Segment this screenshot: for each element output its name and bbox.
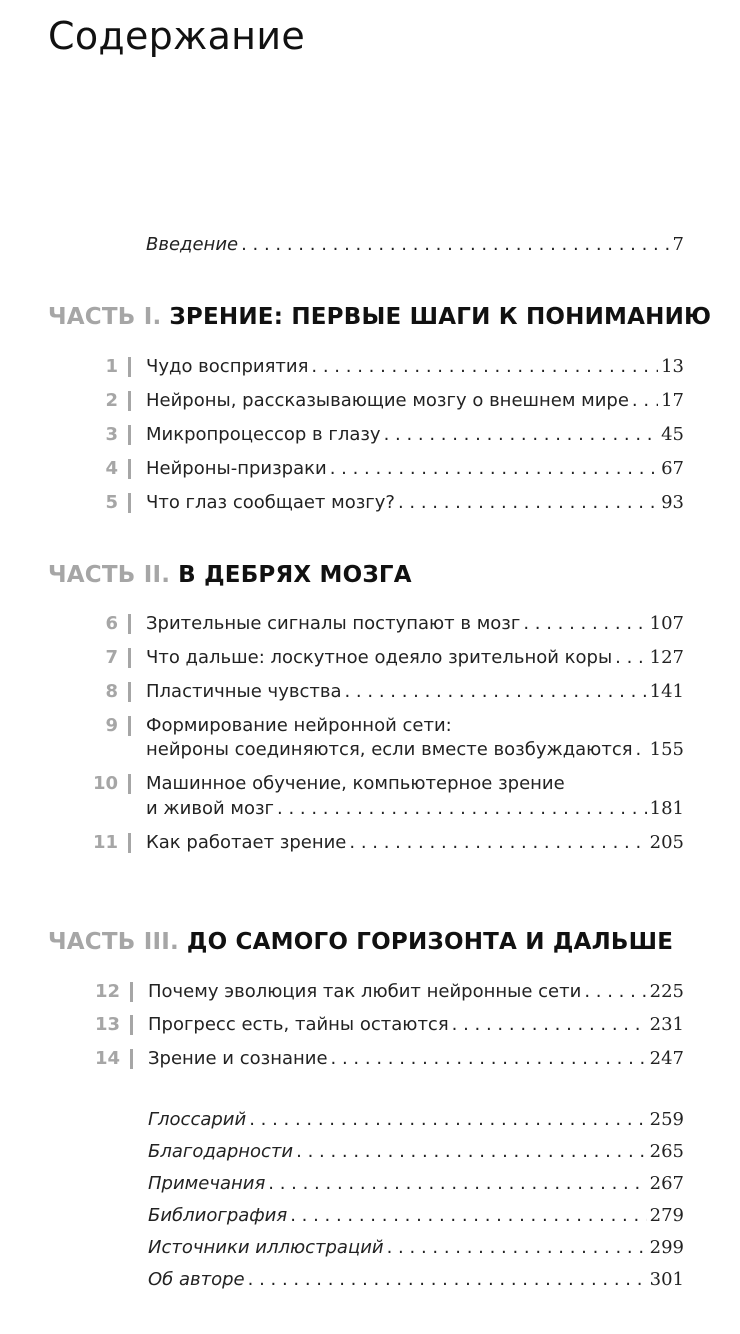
- dot-leader: [311, 355, 658, 379]
- toc-page-number: 231: [649, 1014, 684, 1035]
- toc-entry-title: Почему эволюция так любит нейронные сети: [148, 981, 582, 1002]
- toc-entry-chapter-5[interactable]: [146, 491, 684, 515]
- chapter-number: 11: [92, 832, 118, 853]
- toc-entry-title: Что глаз сообщает мозгу?: [146, 492, 395, 513]
- toc-entry-chapter-10[interactable]: [146, 797, 684, 821]
- dot-leader: [296, 1140, 647, 1164]
- dot-leader: [615, 646, 646, 670]
- toc-entry-title: Микропроцессор в глазу: [146, 424, 381, 445]
- toc-page-number: 45: [661, 424, 684, 445]
- part-title: В ДЕБРЯХ МОЗГА: [178, 562, 412, 588]
- toc-entry-chapter-3[interactable]: [146, 423, 684, 447]
- dot-leader: [344, 680, 646, 704]
- part-label: ЧАСТЬ II.: [48, 562, 171, 588]
- chapter-divider: [130, 982, 133, 1002]
- chapter-number: 1: [105, 356, 118, 377]
- toc-entry-title: Чудо восприятия: [146, 356, 309, 377]
- dot-leader: [384, 423, 659, 447]
- toc-page-number: 279: [649, 1205, 684, 1226]
- toc-entry-title-line1: Машинное обучение, компьютерное зрение: [146, 773, 565, 794]
- toc-page-number: 259: [649, 1109, 684, 1130]
- dot-leader: [330, 457, 658, 481]
- toc-entry-chapter-14[interactable]: [148, 1047, 684, 1071]
- toc-entry-title: Нейроны-призраки: [146, 458, 327, 479]
- dot-leader: [636, 738, 647, 762]
- dot-leader: [241, 233, 669, 257]
- toc-entry-title: Глоссарий: [148, 1109, 247, 1130]
- chapter-divider: [128, 774, 131, 794]
- toc-entry-bibliography[interactable]: [148, 1204, 684, 1228]
- toc-entry-about-author[interactable]: [148, 1268, 684, 1292]
- part-heading: [48, 927, 673, 957]
- toc-entry-title: Зрительные сигналы поступают в мозг: [146, 613, 521, 634]
- dot-leader: [249, 1108, 646, 1132]
- toc-entry-glossary[interactable]: [148, 1108, 684, 1132]
- toc-entry-title: Примечания: [148, 1173, 266, 1194]
- toc-entry-chapter-12[interactable]: [148, 980, 684, 1004]
- chapter-divider: [130, 1049, 133, 1069]
- toc-entry-chapter-6[interactable]: [146, 612, 684, 636]
- toc-entry-chapter-8[interactable]: [146, 680, 684, 704]
- chapter-divider: [128, 716, 131, 736]
- chapter-number: 13: [94, 1014, 120, 1035]
- toc-entry-title: Источники иллюстраций: [148, 1237, 384, 1258]
- toc-page-number: 265: [649, 1141, 684, 1162]
- toc-page-number: 267: [649, 1173, 684, 1194]
- chapter-divider: [128, 493, 131, 513]
- dot-leader: [452, 1013, 647, 1037]
- chapter-number: 3: [105, 424, 118, 445]
- toc-page-number: 141: [649, 681, 684, 702]
- toc-entry-title: Об авторе: [148, 1269, 245, 1290]
- toc-page-number: 93: [661, 492, 684, 513]
- toc-entry-title: Прогресс есть, тайны остаются: [148, 1014, 449, 1035]
- chapter-number: 8: [105, 681, 118, 702]
- part-label: ЧАСТЬ III.: [48, 929, 179, 955]
- dot-leader: [523, 612, 646, 636]
- chapter-number: 10: [92, 773, 118, 794]
- toc-page-number: 181: [649, 798, 684, 819]
- part-title: ДО САМОГО ГОРИЗОНТА И ДАЛЬШЕ: [186, 929, 674, 955]
- toc-page-number: 299: [649, 1237, 684, 1258]
- dot-leader: [398, 491, 658, 515]
- toc-entry-title: нейроны соединяются, если вместе возбуждаются: [146, 739, 633, 760]
- toc-page-number: 301: [649, 1269, 684, 1290]
- toc-page-number: 225: [649, 981, 684, 1002]
- part-label: ЧАСТЬ I.: [48, 304, 162, 330]
- chapter-number: 9: [105, 715, 118, 736]
- page-title: Содержание: [48, 14, 305, 58]
- toc-entry-chapter-13[interactable]: [148, 1013, 684, 1037]
- part-heading: [48, 302, 711, 332]
- chapter-number: 2: [105, 390, 118, 411]
- toc-page-number: 155: [649, 739, 684, 760]
- toc-entry-acknowledgements[interactable]: [148, 1140, 684, 1164]
- dot-leader: [584, 980, 646, 1004]
- toc-entry-title: Введение: [146, 234, 239, 255]
- toc-entry-image-sources[interactable]: [148, 1236, 684, 1260]
- chapter-number: 12: [94, 981, 120, 1002]
- toc-entry-title: и живой мозг: [146, 798, 274, 819]
- toc-page-number: 127: [649, 647, 684, 668]
- toc-entry-title: Что дальше: лоскутное одеяло зрительной коры: [146, 647, 613, 668]
- toc-page-number: 107: [649, 613, 684, 634]
- toc-entry-chapter-9[interactable]: [146, 738, 684, 762]
- dot-leader: [277, 797, 647, 821]
- chapter-number: 5: [105, 492, 118, 513]
- chapter-divider: [128, 391, 131, 411]
- toc-page-number: 7: [672, 234, 684, 255]
- toc-entry-chapter-1[interactable]: [146, 355, 684, 379]
- dot-leader: [349, 831, 646, 855]
- chapter-divider: [128, 833, 131, 853]
- dot-leader: [632, 389, 658, 413]
- toc-entry-title: Пластичные чувства: [146, 681, 342, 702]
- toc-entry-notes[interactable]: [148, 1172, 684, 1196]
- chapter-divider: [128, 425, 131, 445]
- toc-entry-title: Зрение и сознание: [148, 1048, 328, 1069]
- dot-leader: [248, 1268, 647, 1292]
- toc-entry-chapter-2[interactable]: [146, 389, 684, 413]
- toc-entry-title: Нейроны, рассказывающие мозгу о внешнем мире: [146, 390, 629, 411]
- toc-entry-title: Благодарности: [148, 1141, 294, 1162]
- toc-entry-chapter-11[interactable]: [146, 831, 684, 855]
- chapter-divider: [130, 1015, 133, 1035]
- toc-entry-chapter-7[interactable]: [146, 646, 684, 670]
- part-heading: [48, 560, 412, 590]
- dot-leader: [268, 1172, 646, 1196]
- chapter-divider: [128, 614, 131, 634]
- part-title: ЗРЕНИЕ: ПЕРВЫЕ ШАГИ К ПОНИМАНИЮ: [169, 304, 712, 330]
- chapter-number: 7: [105, 647, 118, 668]
- toc-page-number: 67: [661, 458, 684, 479]
- dot-leader: [290, 1204, 646, 1228]
- chapter-divider: [128, 682, 131, 702]
- toc-entry-title: Как работает зрение: [146, 832, 347, 853]
- chapter-divider: [128, 357, 131, 377]
- toc-entry-title: Библиография: [148, 1205, 288, 1226]
- toc-page-number: 17: [661, 390, 684, 411]
- toc-page-number: 13: [661, 356, 684, 377]
- toc-entry-chapter-4[interactable]: [146, 457, 684, 481]
- chapter-divider: [128, 648, 131, 668]
- chapter-number: 14: [94, 1048, 120, 1069]
- toc-entry-intro[interactable]: [146, 233, 684, 257]
- chapter-number: 4: [105, 458, 118, 479]
- chapter-divider: [128, 459, 131, 479]
- toc-entry-title-line1: Формирование нейронной сети:: [146, 715, 452, 736]
- toc-page-number: 247: [649, 1048, 684, 1069]
- chapter-number: 6: [105, 613, 118, 634]
- dot-leader: [331, 1047, 647, 1071]
- dot-leader: [387, 1236, 647, 1260]
- toc-page-number: 205: [649, 832, 684, 853]
